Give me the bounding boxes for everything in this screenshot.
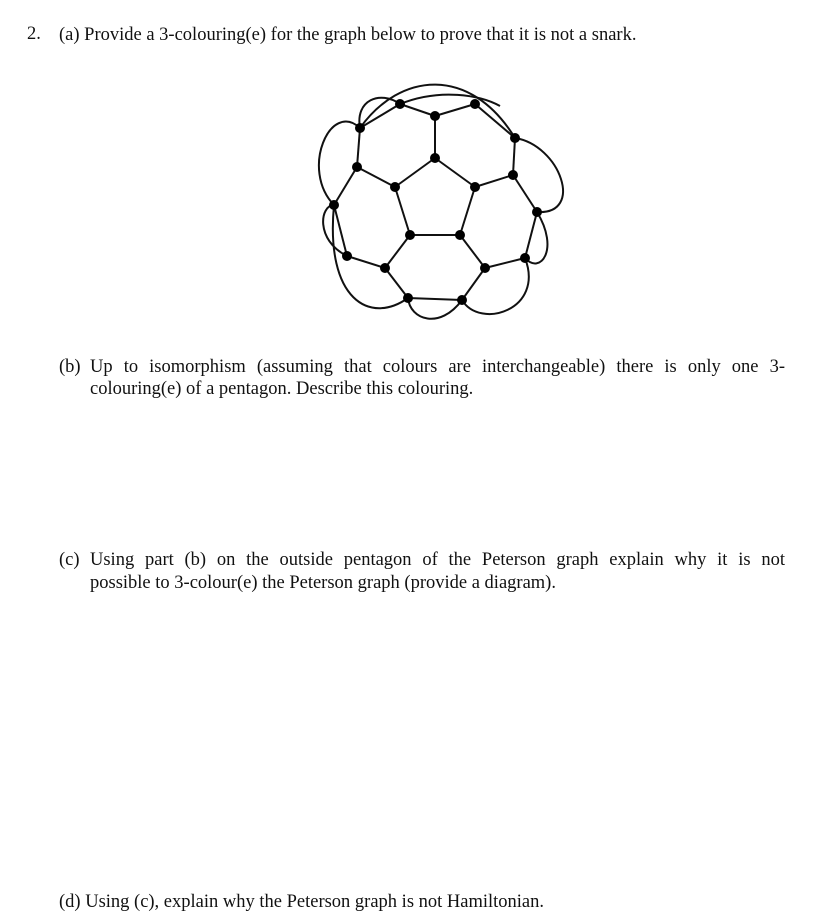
edge — [460, 235, 485, 268]
part-b-label: (b) — [59, 357, 81, 377]
part-c-line2: possible to 3-colour(e) the Peterson graph (provide a diagram). — [90, 573, 556, 593]
edge — [357, 128, 360, 167]
vertex — [352, 162, 362, 172]
question-number: 2. — [27, 24, 41, 44]
outer-curve — [462, 258, 529, 314]
edge — [395, 187, 410, 235]
outer-curve — [360, 85, 515, 138]
part-c-label: (c) — [59, 550, 80, 570]
outer-curve — [359, 98, 400, 128]
edge — [485, 258, 525, 268]
vertex — [457, 295, 467, 305]
edge — [513, 175, 537, 212]
graph-vertices — [329, 99, 542, 305]
edge — [435, 158, 475, 187]
part-b-line1: Up to isomorphism (assuming that colours are interchangeable) there is only one 3- — [90, 357, 785, 377]
vertex — [405, 230, 415, 240]
vertex — [329, 200, 339, 210]
edge — [357, 167, 395, 187]
outer-curve — [319, 122, 360, 205]
edge — [334, 167, 357, 205]
outer-curve — [323, 205, 347, 256]
vertex — [520, 253, 530, 263]
part-a-label: (a) — [59, 25, 80, 45]
edge — [475, 104, 515, 138]
outer-curve — [525, 212, 547, 263]
vertex — [380, 263, 390, 273]
edge — [400, 104, 435, 116]
outer-curve — [333, 205, 408, 308]
outer-curve — [515, 138, 563, 212]
edge — [435, 104, 475, 116]
outer-curve — [408, 298, 462, 319]
vertex — [532, 207, 542, 217]
part-d-text: Using (c), explain why the Peterson graph is not Hamiltonian. — [85, 892, 545, 912]
vertex — [390, 182, 400, 192]
vertex — [403, 293, 413, 303]
graph-outer-curves — [319, 85, 563, 319]
part-b-line2: colouring(e) of a pentagon. Describe this colouring. — [90, 379, 474, 399]
part-a-text: Provide a 3-colouring(e) for the graph below to prove that it is not a snark. — [84, 25, 637, 45]
vertex — [480, 263, 490, 273]
vertex — [508, 170, 518, 180]
vertex — [430, 153, 440, 163]
part-d — [59, 891, 544, 913]
vertex — [510, 133, 520, 143]
vertex — [355, 123, 365, 133]
edge — [334, 205, 347, 256]
edge — [360, 104, 400, 128]
part-c-line1: Using part (b) on the outside pentagon of the Peterson graph explain why it is not — [90, 550, 785, 570]
edge — [475, 175, 513, 187]
part-d-label: (d) — [59, 892, 81, 912]
vertex — [430, 111, 440, 121]
edge — [385, 268, 408, 298]
vertex — [470, 99, 480, 109]
vertex — [395, 99, 405, 109]
part-a — [59, 24, 636, 46]
edge — [462, 268, 485, 300]
edge — [408, 298, 462, 300]
edge — [525, 212, 537, 258]
edge — [395, 158, 435, 187]
edge — [385, 235, 410, 268]
edge — [460, 187, 475, 235]
edge — [347, 256, 385, 268]
vertex — [455, 230, 465, 240]
outer-curve — [400, 95, 500, 106]
vertex — [342, 251, 352, 261]
vertex — [470, 182, 480, 192]
edge — [513, 138, 515, 175]
graph-edges — [334, 104, 537, 300]
